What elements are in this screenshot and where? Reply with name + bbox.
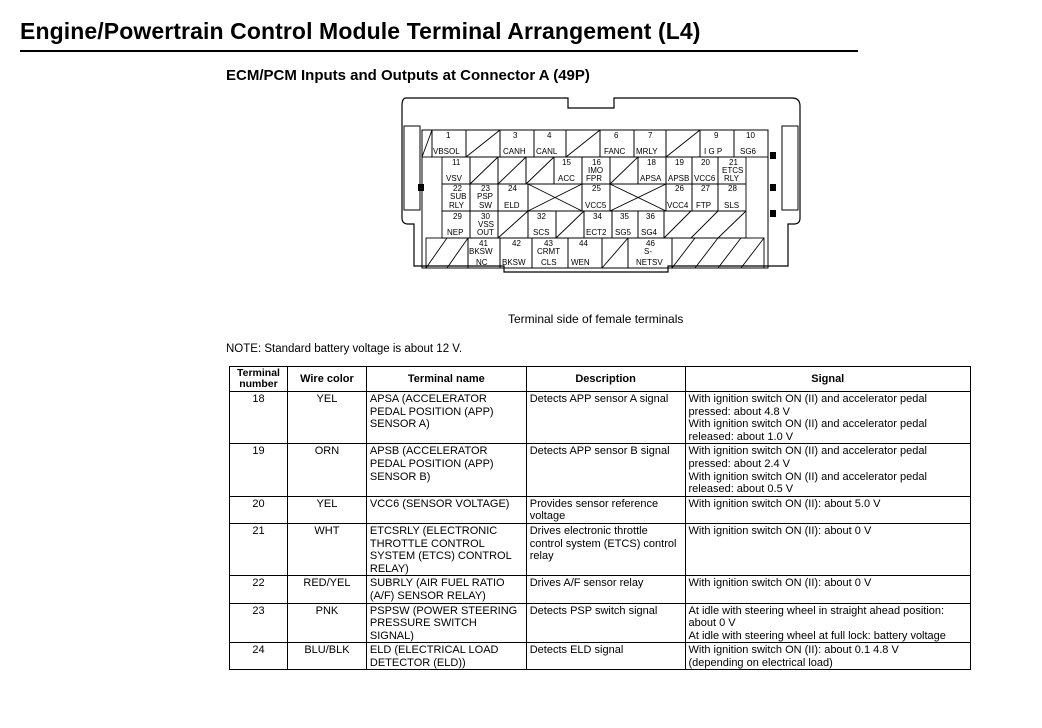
pin-label: CANH xyxy=(503,147,526,156)
pin-label: FTP xyxy=(696,201,712,210)
cell-description: Detects ELD signal xyxy=(526,643,685,670)
pin-label: ACC xyxy=(558,174,575,183)
pin-number: 9 xyxy=(714,131,719,140)
pin-label: SCS xyxy=(533,228,550,237)
key-mark xyxy=(770,184,776,191)
table-row xyxy=(230,603,971,643)
pin-label: SW xyxy=(479,201,492,210)
cell-signal: With ignition switch ON (II) and accelerator pedal pressed: about 2.4 V With ignition switch ON (II) and accelerator pedal released: about 0.5 V xyxy=(685,444,971,496)
cell-signal: With ignition switch ON (II) and accelerator pedal pressed: about 4.8 V With ignition switch ON (II) and accelerator pedal released: about 1.0 V xyxy=(685,392,971,444)
pin-label: ECT2 xyxy=(586,228,607,237)
pin-number: 4 xyxy=(547,131,552,140)
pin-label: BKSW xyxy=(469,247,493,256)
cell-terminal-number: 20 xyxy=(230,496,288,523)
pin-label: VSS xyxy=(478,220,495,229)
left-latch xyxy=(404,126,420,210)
pin-label: ETCS xyxy=(722,166,744,175)
cell-wire-color: WHT xyxy=(287,523,366,575)
pin-number: 41 xyxy=(479,239,488,248)
cell-signal: With ignition switch ON (II): about 0 V xyxy=(685,523,971,575)
cell-terminal-number: 23 xyxy=(230,603,288,643)
pin-label: APSB xyxy=(668,174,690,183)
pin-label: RLY xyxy=(449,201,464,210)
pin-number: 23 xyxy=(481,184,490,193)
pin-number: 28 xyxy=(728,184,737,193)
pin-label: VCC5 xyxy=(585,201,607,210)
pin-number: 36 xyxy=(646,212,655,221)
connector-diagram xyxy=(396,96,802,276)
cell-terminal-name: VCC6 (SENSOR VOLTAGE) xyxy=(366,496,526,523)
cell-wire-color: PNK xyxy=(287,603,366,643)
pin-label: MRLY xyxy=(636,147,658,156)
pin-label: CLS xyxy=(541,258,557,267)
voltage-note: NOTE: Standard battery voltage is about 12 V. xyxy=(226,343,463,355)
cell-description: Detects PSP switch signal xyxy=(526,603,685,643)
table-row xyxy=(230,576,971,603)
pin-label: ELD xyxy=(504,201,520,210)
cell-terminal-name: PSPSW (POWER STEERING PRESSURE SWITCH SIGNAL) xyxy=(366,603,526,643)
pin-number: 7 xyxy=(648,131,653,140)
header-description: Description xyxy=(526,367,685,392)
key-mark xyxy=(770,210,776,217)
pin-label: RLY xyxy=(724,174,739,183)
pin-label: BKSW xyxy=(502,258,526,267)
cell-terminal-number: 22 xyxy=(230,576,288,603)
cell-signal: With ignition switch ON (II): about 0 V xyxy=(685,576,971,603)
cell-wire-color: BLU/BLK xyxy=(287,643,366,670)
terminal-signal-table xyxy=(229,366,971,670)
header-signal: Signal xyxy=(685,367,971,392)
pin-number: 19 xyxy=(675,158,684,167)
cell-description: Detects APP sensor B signal xyxy=(526,444,685,496)
right-latch xyxy=(782,126,798,210)
title-divider xyxy=(20,50,858,52)
pin-number: 6 xyxy=(614,131,619,140)
pin-label: SG5 xyxy=(615,228,632,237)
cell-signal: At idle with steering wheel in straight ahead position: about 0 V At idle with steering wheel at full lock: battery voltage xyxy=(685,603,971,643)
pin-label: FANC xyxy=(604,147,626,156)
cell-wire-color: YEL xyxy=(287,496,366,523)
cell-description: Provides sensor reference voltage xyxy=(526,496,685,523)
cell-wire-color: ORN xyxy=(287,444,366,496)
table-row xyxy=(230,523,971,575)
cell-terminal-name: ELD (ELECTRICAL LOAD DETECTOR (ELD)) xyxy=(366,643,526,670)
cell-description: Drives A/F sensor relay xyxy=(526,576,685,603)
pin-number: 24 xyxy=(508,184,517,193)
connector-subtitle: ECM/PCM Inputs and Outputs at Connector A (49P) xyxy=(226,67,590,84)
pin-number: 43 xyxy=(544,239,553,248)
pin-label: FPR xyxy=(586,174,602,183)
cell-terminal-name: APSA (ACCELERATOR PEDAL POSITION (APP) SENSOR A) xyxy=(366,392,526,444)
pin-number: 46 xyxy=(646,239,655,248)
pin-number: 32 xyxy=(537,212,546,221)
pin-label: VSV xyxy=(446,174,463,183)
header-terminal-number: Terminal number xyxy=(230,367,288,392)
pin-label: VCC4 xyxy=(667,201,689,210)
pin-number: 27 xyxy=(701,184,710,193)
pin-label: VBSOL xyxy=(433,147,460,156)
cell-terminal-number: 19 xyxy=(230,444,288,496)
cell-description: Drives electronic throttle control system (ETCS) control relay xyxy=(526,523,685,575)
pin-label: I G P xyxy=(704,147,723,156)
pin-label: S- xyxy=(644,247,652,256)
pin-label: SUB xyxy=(450,192,467,201)
pin-number: 29 xyxy=(453,212,462,221)
pin-number: 22 xyxy=(453,184,462,193)
pin-number: 44 xyxy=(579,239,588,248)
pin-number: 30 xyxy=(481,212,490,221)
diagram-caption: Terminal side of female terminals xyxy=(508,312,684,326)
pin-number: 34 xyxy=(593,212,602,221)
table-row xyxy=(230,444,971,496)
pin-label: PSP xyxy=(477,192,494,201)
pin-number: 26 xyxy=(675,184,684,193)
cell-terminal-number: 21 xyxy=(230,523,288,575)
key-mark xyxy=(770,152,776,159)
pin-number: 20 xyxy=(701,158,710,167)
cell-description: Detects APP sensor A signal xyxy=(526,392,685,444)
cell-wire-color: RED/YEL xyxy=(287,576,366,603)
pin-number: 10 xyxy=(746,131,755,140)
pin-label: SG6 xyxy=(740,147,757,156)
pin-label: VCC6 xyxy=(694,174,716,183)
pin-label: APSA xyxy=(640,174,662,183)
cell-terminal-name: ETCSRLY (ELECTRONIC THROTTLE CONTROL SYSTEM (ETCS) CONTROL RELAY) xyxy=(366,523,526,575)
header-wire-color: Wire color xyxy=(287,367,366,392)
pin-number: 21 xyxy=(729,158,738,167)
pin-label: SLS xyxy=(724,201,740,210)
pin-label: SG4 xyxy=(641,228,658,237)
pin-number: 11 xyxy=(452,158,461,167)
pin-number: 3 xyxy=(513,131,518,140)
table-row xyxy=(230,643,971,670)
key-mark xyxy=(418,184,424,191)
cell-terminal-number: 24 xyxy=(230,643,288,670)
cell-signal: With ignition switch ON (II): about 0.1 4.8 V (depending on electrical load) xyxy=(685,643,971,670)
cell-terminal-number: 18 xyxy=(230,392,288,444)
pin-label: CRMT xyxy=(537,247,561,256)
pin-label: NETSV xyxy=(636,258,663,267)
table-row xyxy=(230,392,971,444)
table-header-row xyxy=(230,367,971,392)
cell-wire-color: YEL xyxy=(287,392,366,444)
pin-label: NC xyxy=(476,258,488,267)
pin-number: 18 xyxy=(647,158,656,167)
pin-label: NEP xyxy=(447,228,464,237)
pin-label: IMO xyxy=(588,166,604,175)
cell-terminal-name: SUBRLY (AIR FUEL RATIO (A/F) SENSOR RELAY) xyxy=(366,576,526,603)
pin-label: CANL xyxy=(536,147,558,156)
cell-signal: With ignition switch ON (II): about 5.0 V xyxy=(685,496,971,523)
table-row xyxy=(230,496,971,523)
pin-number: 16 xyxy=(592,158,601,167)
pin-label: OUT xyxy=(477,228,494,237)
header-terminal-name: Terminal name xyxy=(366,367,526,392)
pin-number: 1 xyxy=(446,131,451,140)
pin-label: WEN xyxy=(571,258,590,267)
cell-terminal-name: APSB (ACCELERATOR PEDAL POSITION (APP) SENSOR B) xyxy=(366,444,526,496)
pin-number: 42 xyxy=(512,239,521,248)
pin-number: 35 xyxy=(620,212,629,221)
pin-number: 25 xyxy=(592,184,601,193)
page-title: Engine/Powertrain Control Module Terminal Arrangement (L4) xyxy=(20,18,701,44)
pin-number: 15 xyxy=(562,158,571,167)
